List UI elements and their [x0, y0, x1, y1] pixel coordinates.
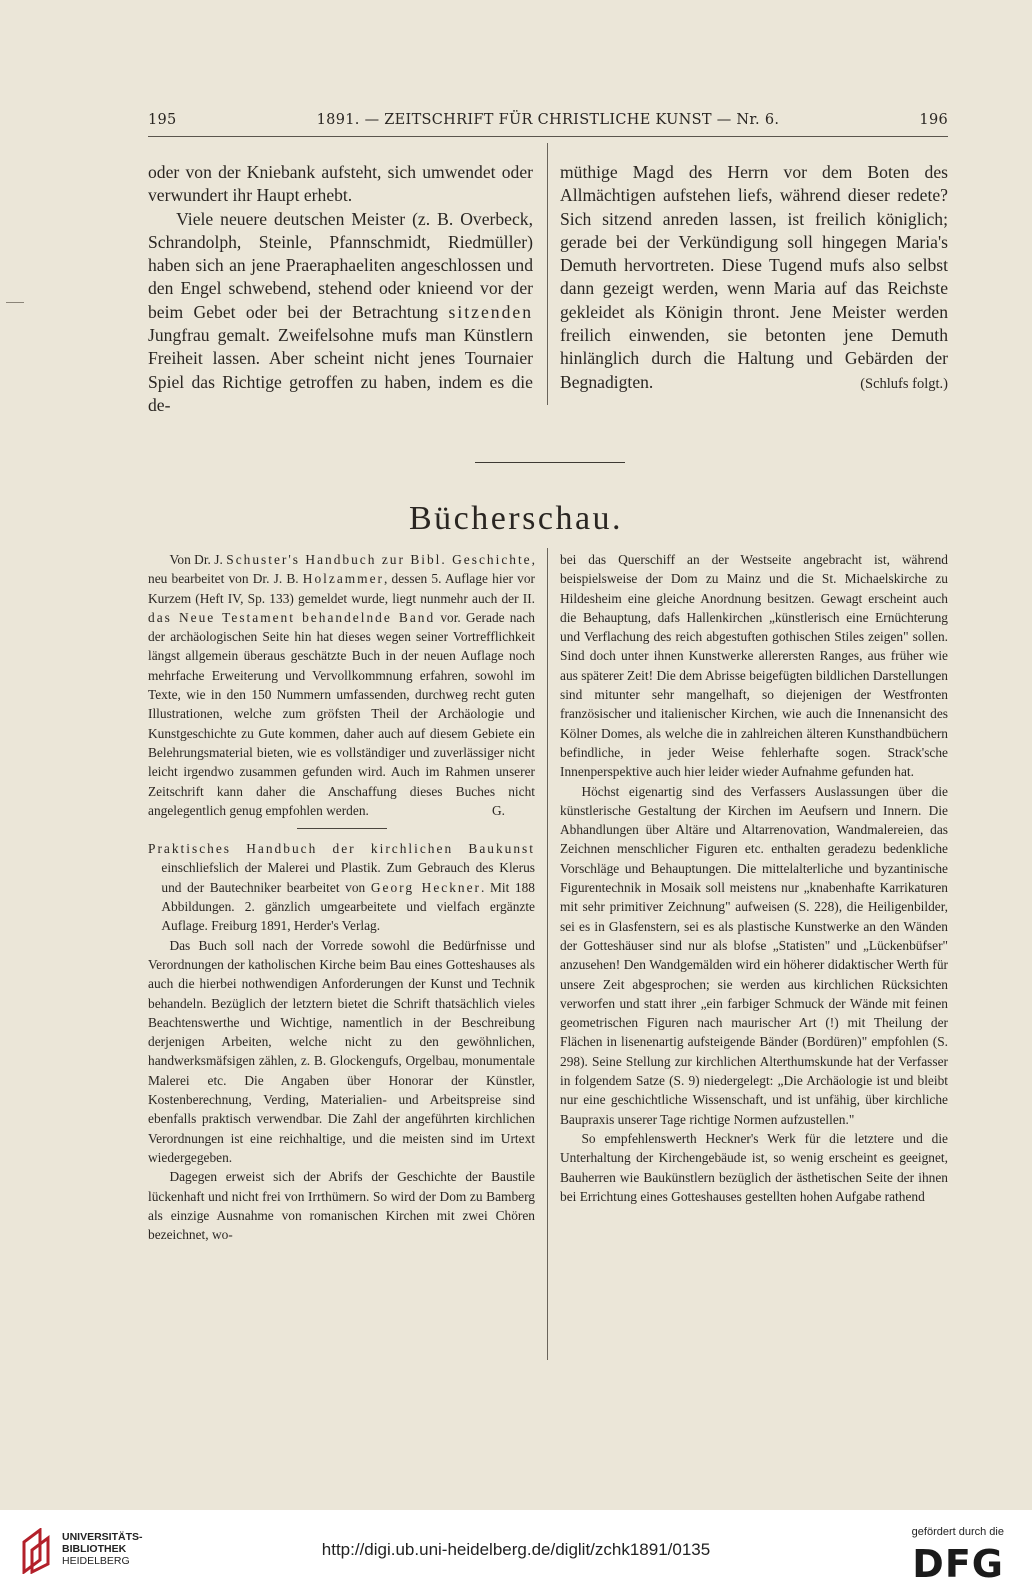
journal-title: 1891. — ZEITSCHRIFT FÜR CHRISTLICHE KUNST — Nr. 6.	[316, 112, 780, 128]
section-title: Bücherschau.	[408, 500, 624, 537]
top-left-column	[148, 161, 533, 417]
section-separator	[475, 462, 625, 463]
library-name: UNIVERSITÄTS- BIBLIOTHEK HEIDELBERG	[62, 1531, 143, 1567]
review-heckner-citation: Praktisches Handbuch der kirchlichen Baukunst einschliefslich der Malerei und Plastik. Zum Gebrauch des Klerus und der Bautechniker bearbeitet von Georg Heckner. Mit 188 Abbildungen. 2. gänzlich umgearbeitete und vielfach ergänzte Auflage. Freiburg 1891, Herder's Verlag.	[148, 841, 535, 934]
page-number-left: 195	[148, 112, 177, 128]
running-header	[148, 112, 948, 134]
paragraph: oder von der Kniebank aufsteht, sich umwendet oder verwundert ihr Haupt erhebt.	[148, 162, 533, 206]
source-url[interactable]: http://digi.ub.uni-heidelberg.de/diglit/zchk1891/0135	[321, 1540, 711, 1559]
review-separator	[297, 828, 387, 829]
paragraph: Viele neuere deutschen Meister (z. B. Overbeck, Schrandolph, Steinle, Pfannschmidt, Riedmüller) haben sich an jene Praeraphaeliten angeschlossen und den Engel schwebend, stehend oder knieend vor der beim Gebet oder bei der Betrachtung sitzenden Jungfrau gemalt. Zweifelsohne mufs man Künstlern Freiheit lassen. Aber scheint nicht jenes Tournaier Spiel das Richtige getroffen zu haben, indem es die de-	[148, 208, 533, 415]
review-left-column	[148, 550, 535, 1244]
page-number-right: 196	[919, 112, 948, 128]
top-right-column	[560, 161, 948, 396]
continuation-note: (Schlufs folgt.)	[860, 375, 948, 392]
margin-mark	[6, 302, 24, 303]
header-rule	[148, 136, 948, 137]
paragraph: müthige Magd des Herrn vor dem Boten des Allmächtigen aufstehen liefs, während dieser redete? Sich sitzend anreden lassen, ist freilich königlich; gerade bei der Verkündigung soll hingegen Maria's Demuth hervortreten. Diese Tugend mufs also selbst dann gezeigt werden, wenn Maria auf das Reichste gekleidet als Königin thront. Jene Meister werden freilich einwenden, sie betonten jene Demuth hinlänglich durch die Haltung und Gebärden der Begnadigten. (Schlufs folgt.)	[560, 161, 948, 394]
review-right-column	[560, 550, 948, 1206]
column-divider-bottom	[547, 548, 548, 1360]
review-schuster: Von Dr. J. Schuster's Handbuch zur Bibl. Geschichte, neu bearbeitet von Dr. J. B. Holzammer, dessen 5. Auflage hier vor Kurzem (Heft IV, Sp. 133) gemeldet wurde, liegt nunmehr auch der II. das Neue Testament behandelnde Band vor. Gerade nach der archäologischen Seite hin hat dieses wegen seiner Vortrefflichkeit längst allgemein überaus geschätzte Buch in der neuen Auflage noch mehrfache Erweiterung und Vervollkommnung erfahren, sowohl im Texte, wie in den 150 Nummern umfassenden, durchweg recht guten Illustrationen, welche zum gröfsten Theil der Archäologie und Kunstgeschichte zu Gute kommen, daher auch auf diesem Gebiete ein Belehrungsmaterial bieten, wie es vollständiger und zuverlässiger nicht leicht irgendwo zusammen gefunden wird. Auch im Rahmen unserer Zeitschrift kann daher die Anschaffung dieses Buches nicht angelegentlich genug empfohlen werden. G.	[148, 550, 535, 820]
reviewer-signature: G.	[491, 802, 505, 818]
digitization-footer	[0, 1510, 1032, 1595]
paragraph: So empfehlenswerth Heckner's Werk für die letztere und die Unterhaltung der Kirchengebäude ist, so wenig erscheint es geeignet, Bauherren wie Baukünstlern bezüglich der ästhetischen Seite der ihnen bei Errichtung eines Gotteshauses gestellten hohen Aufgabe rathend	[560, 1130, 948, 1204]
paragraph: Das Buch soll nach der Vorrede sowohl die Bedürfnisse und Verordnungen der katholischen Kirche beim Bau eines Gotteshauses als auch die hierbei nothwendigen Anforderungen der Kunst und Technik behandeln. Bezüglich der letztern bietet die Schrift thatsächlich vieles Beachtenswerthe und Wichtige, namentlich in der Beschreibung derjenigen Arbeiten, welche nicht zu den gewöhnlichen, handwerksmäfsigen zählen, z. B. Glockengufs, Orgelbau, monumentale Malerei etc. Die Angaben über Honorar der Künstler, Kostenberechnung, Verding, Materialien- und Arbeitspreise sind ebenfalls praktisch verwendbar. Die Zahl der angeführten kirchlichen Verordnungen ist eine reichhaltige, und die meisten sind im Urtext wiedergegeben.	[148, 937, 535, 1165]
paragraph: bei das Querschiff an der Westseite angebracht ist, während beispielsweise der Dom zu Mainz und die St. Michaelskirche zu Hildesheim eine gleiche Anordnung besitzen. Gewagt erscheint auch die Behauptung, dafs Hallenkirchen „künstlerisch eine Ernüchterung und Verflachung des reich abgestuften gothischen Stiles zeigen" sollen. Sind doch unter ihnen Kunstwerke allerersten Ranges, aus früher wie aus späterer Zeit! Die dem Abrisse beigefügten bildlichen Darstellungen sind mitunter sehr mangelhaft, so diejenigen der Westfronten französischer und italienischer Kirchen, wie auch die Innenansicht des Kölner Domes, als welche die in zahlreichen älteren Kunsthandbüchern befindliche, in jeder Weise fehlerhafte sogen. Strack'sche Innenperspektive auch hier leider wieder Aufnahme gefunden hat.	[560, 552, 948, 780]
paragraph: Dagegen erweist sich der Abrifs der Geschichte der Baustile lückenhaft und nicht frei von Irrthümern. So wird der Dom zu Bamberg als einzige Ausnahme von romanischen Kirchen mit zwei Chören bezeichnet, wo-	[148, 1169, 535, 1243]
column-divider-top	[547, 143, 548, 405]
paragraph: Höchst eigenartig sind des Verfassers Auslassungen über die künstlerische Gestaltung der Kirchen im Aeufsern und Innern. Die Abhandlungen über Altäre und Altarrenovation, Wandmalereien, das Zeichnen menschlicher Figuren etc. enthalten geradezu bedenkliche Vorschläge und Behauptungen. Die mittelalterliche und byzantinische Figurentechnik in Mosaik soll meistens nur „knabenhafte Karrikaturen mit sehr primitiver Zeichnung" aufweisen (S. 228), die Heiligenbilder, sei es in Glasfenstern, sei es als plastische Kunstwerke an den Wänden der Gotteshäuser sind nur als blofse „Statisten" und „Lückenbüfser" anzusehen! Den Wandgemälden wird ein höherer didaktischer Werth für unsere Zeit abgesprochen; sie werden aus kirchlichen Rücksichten verworfen und statt ihrer „ein farbiger Schmuck der Wände mit feinen geometrischen Figuren nach maurischer Art (!) mit Theilung der Flächen in lisenenartig aufsteigende Bänder (Bordüren)" empfohlen (S. 298). Seine Stellung zur kirchlichen Alterthumskunde hat der Verfasser in folgendem Satze (S. 9) niedergelegt: „Die Archäologie ist und bleibt nur eine geschichtliche Wissenschaft, und ist unfähig, über kirchliche Baupraxis unserer Tage richtige Normen aufzustellen."	[560, 783, 948, 1127]
dfg-logo: DFG	[912, 1542, 1004, 1586]
funding-note: gefördert durch die	[911, 1526, 1004, 1538]
